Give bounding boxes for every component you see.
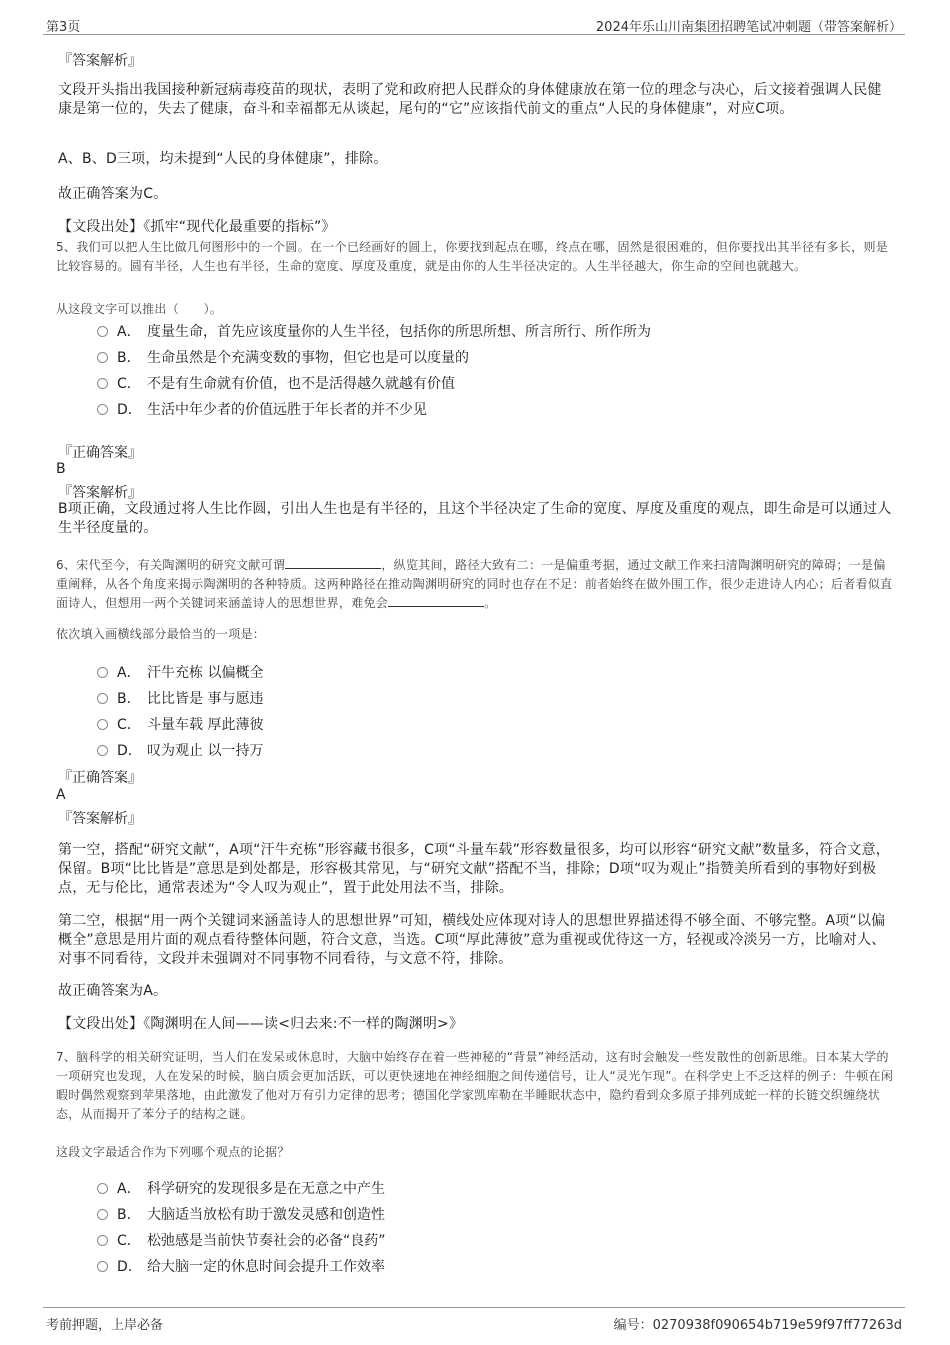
q7-prompt: 这段文字最适合作为下列哪个观点的论据？ bbox=[56, 1145, 290, 1159]
radio-icon[interactable] bbox=[97, 745, 108, 756]
q5-prompt: 从这段文字可以推出（ ）。 bbox=[56, 302, 223, 316]
q6-prompt: 依次填入画横线部分最恰当的一项是： bbox=[56, 627, 266, 641]
radio-icon[interactable] bbox=[97, 693, 108, 704]
q6-option-c[interactable]: C． 斗量车载 厚此薄彼 bbox=[97, 714, 263, 734]
footer-slogan: 考前押题，上岸必备 bbox=[46, 1318, 164, 1333]
q7-stem: 7、脑科学的相关研究证明，当人们在发呆或休息时，大脑中始终存在着一些神秘的“背景”神经活动，这有时会触发一些发散性的创新思维。日本某大学的一项研究也发现，人在发呆的时候，脑白质会更加活跃，可以更快速地在神经细胞之间传递信号，让人“灵光乍现”。在科学史上不乏这样的例子：牛顿在闲暇时偶然观察到苹果落地，由此激发了他对万有引力定律的思考；德国化学家凯库勒在半睡眠状态中，隐约看到众多原子排列成蛇一样的长链交织缠绕状态，从而揭开了苯分子的结构之谜。 bbox=[56, 1050, 894, 1121]
q6-answer-tag: 『正确答案』 bbox=[58, 770, 142, 786]
q5-option-d[interactable]: D． 生活中年少者的价值远胜于年长者的并不少见 bbox=[97, 399, 427, 419]
q5-option-a[interactable]: A． 度量生命，首先应该度量你的人生半径，包括你的所思所想、所言所行、所作所为 bbox=[97, 321, 651, 341]
radio-icon[interactable] bbox=[97, 352, 108, 363]
radio-icon[interactable] bbox=[97, 1209, 108, 1220]
q4-source: 【文段出处】《抓牢“现代化最重要的指标”》 bbox=[58, 219, 336, 235]
radio-icon[interactable] bbox=[97, 719, 108, 730]
q6-option-d[interactable]: D． 叹为观止 以一持万 bbox=[97, 740, 263, 760]
page-header bbox=[43, 14, 905, 35]
radio-icon[interactable] bbox=[97, 1183, 108, 1194]
q6-option-b[interactable]: B． 比比皆是 事与愿违 bbox=[97, 688, 263, 708]
q6-answer: A bbox=[56, 787, 66, 803]
q5-option-c[interactable]: C． 不是有生命就有价值，也不是活得越久就越有价值 bbox=[97, 373, 455, 393]
q4-analysis-p2: A、B、D三项，均未提到“人民的身体健康”，排除。 bbox=[58, 151, 388, 167]
q6-analysis-p2: 第二空，根据“用一两个关键词来涵盖诗人的思想世界”可知，横线处应体现对诗人的思想世界描述得不够全面、不够完整。A项“以偏概全”意思是用片面的观点看待整体问题，符合文意，当选。C项“厚此薄彼”意为重视或优待这一方，轻视或冷淡另一方，比喻对人、对事不同看待，文段并未强调对不同事物不同看待，与文意不符，排除。 bbox=[58, 913, 886, 967]
q5-analysis: B项正确，文段通过将人生比作圆，引出人生也是有半径的，且这个半径决定了生命的宽度、厚度及重度的观点，即生命是可以通过人生半径度量的。 bbox=[58, 501, 892, 536]
q7-option-d[interactable]: D． 给大脑一定的休息时间会提升工作效率 bbox=[97, 1256, 385, 1276]
fill-blank-2 bbox=[388, 594, 484, 607]
q6-stem: 6、宋代至今，有关陶渊明的研究文献可谓 ，纵览其间，路径大致有二：一是偏重考据，通过文献工作来扫清陶渊明研究的障碍；一是偏重阐释，从各个角度来揭示陶渊明的各种特质。这两种路径在推动陶渊明研究的同时也存在不足：前者始终在做外围工作，很少走进诗人内心；后者看似直面诗人，但想用一两个关键词来涵盖诗人的思想世界，难免会 。 bbox=[56, 558, 893, 610]
fill-blank-1 bbox=[285, 556, 381, 569]
q5-stem: 5、我们可以把人生比做几何图形中的一个圆。在一个已经画好的圆上，你要找到起点在哪，终点在哪，固然是很困难的，但你要找出其半径有多长，则是比较容易的。圆有半径，人生也有半径，生命的宽度、厚度及重度，就是由你的人生半径决定的。人生半径越大，你生命的空间也就越大。 bbox=[56, 240, 889, 273]
radio-icon[interactable] bbox=[97, 326, 108, 337]
q5-answer: B bbox=[56, 461, 66, 477]
radio-icon[interactable] bbox=[97, 378, 108, 389]
page-footer bbox=[43, 1307, 905, 1333]
document-serial: 编号：0270938f090654b719e59f97ff77263d bbox=[613, 1318, 902, 1333]
radio-icon[interactable] bbox=[97, 1235, 108, 1246]
page-number: 第3页 bbox=[46, 20, 81, 35]
q7-option-c[interactable]: C． 松弛感是当前快节奏社会的必备“良药” bbox=[97, 1230, 386, 1250]
radio-icon[interactable] bbox=[97, 1261, 108, 1272]
q6-source: 【文段出处】《陶渊明在人间——读<归去来:不一样的陶渊明>》 bbox=[58, 1016, 464, 1032]
q6-analysis-p1: 第一空，搭配“研究文献”，A项“汗牛充栋”形容藏书很多，C项“斗量车载”形容数量很多，均可以形容“研究文献”数量多，符合文意，保留。B项“比比皆是”意思是到处都是，形容极其常见，与“研究文献”搭配不当，排除；D项“叹为观止”指赞美所看到的事物好到极点，无与伦比，通常表述为“令人叹为观止”，置于此处用法不当，排除。 bbox=[58, 842, 890, 896]
radio-icon[interactable] bbox=[97, 404, 108, 415]
q4-analysis-p3: 故正确答案为C。 bbox=[58, 186, 168, 202]
q5-answer-tag: 『正确答案』 bbox=[58, 445, 142, 461]
q7-option-b[interactable]: B． 大脑适当放松有助于激发灵感和创造性 bbox=[97, 1204, 385, 1224]
q7-option-a[interactable]: A． 科学研究的发现很多是在无意之中产生 bbox=[97, 1178, 385, 1198]
q5-option-b[interactable]: B． 生命虽然是个充满变数的事物，但它也是可以度量的 bbox=[97, 347, 469, 367]
q4-analysis-tag: 『答案解析』 bbox=[58, 53, 142, 69]
q6-analysis-tag: 『答案解析』 bbox=[58, 811, 142, 827]
q6-option-a[interactable]: A． 汗牛充栋 以偏概全 bbox=[97, 662, 263, 682]
q6-analysis-p3: 故正确答案为A。 bbox=[58, 983, 168, 999]
q5-analysis-tag: 『答案解析』 bbox=[58, 485, 142, 501]
radio-icon[interactable] bbox=[97, 667, 108, 678]
document-title: 2024年乐山川南集团招聘笔试冲刺题（带答案解析） bbox=[595, 20, 902, 35]
q4-analysis-p1: 文段开头指出我国接种新冠病毒疫苗的现状，表明了党和政府把人民群众的身体健康放在第一位的理念与决心，后文接着强调人民健康是第一位的，失去了健康，奋斗和幸福都无从谈起，尾句的“它”应该指代前文的重点“人民的身体健康”，对应C项。 bbox=[58, 82, 882, 117]
